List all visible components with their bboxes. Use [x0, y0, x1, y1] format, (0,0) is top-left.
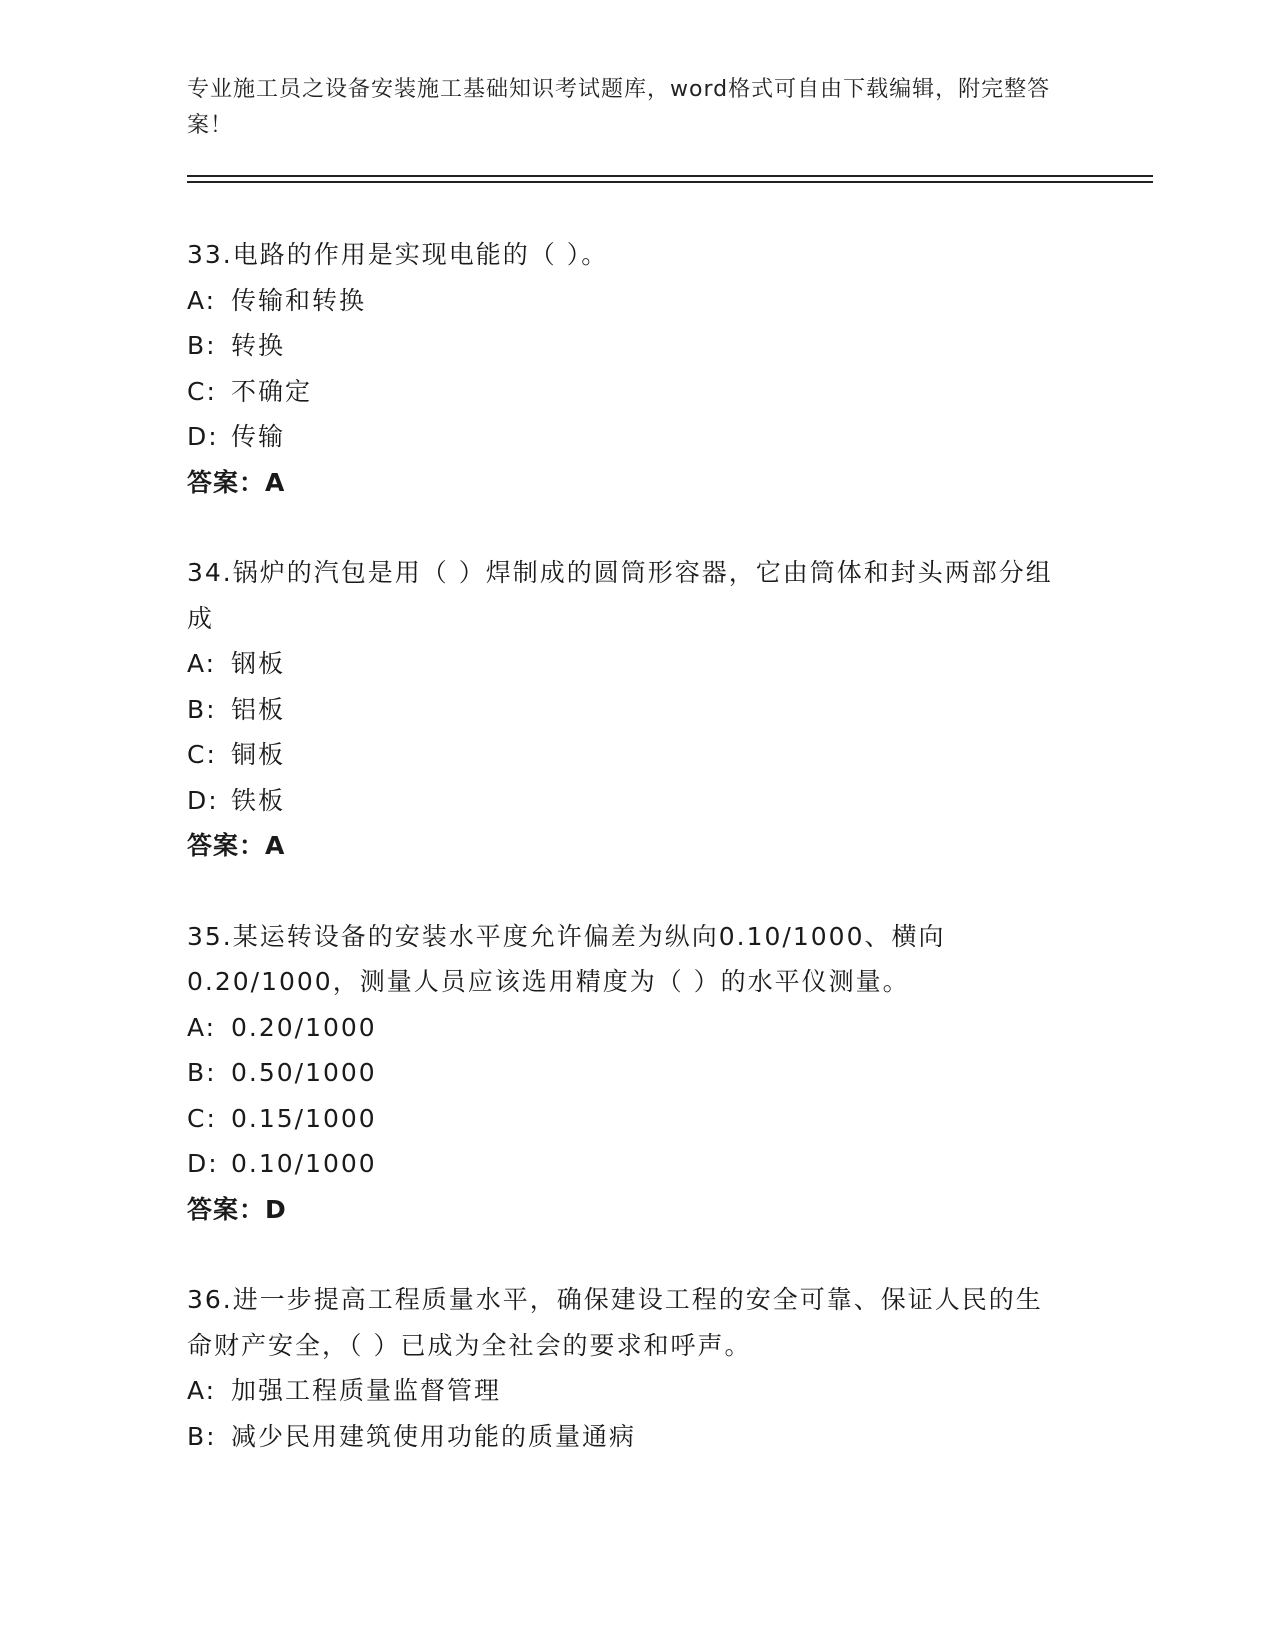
- option-b: [187, 1050, 1087, 1096]
- option-label: B:: [187, 331, 217, 360]
- option-d: [187, 778, 1087, 824]
- option-text: 不确定: [231, 376, 313, 406]
- option-a: [187, 641, 1087, 687]
- option-text: 铁板: [231, 785, 286, 815]
- option-d: [187, 1141, 1087, 1187]
- option-label: A:: [187, 285, 217, 315]
- option-label: B:: [187, 694, 217, 724]
- option-label: C:: [187, 740, 217, 769]
- option-label: C:: [187, 1103, 217, 1133]
- option-label: B:: [187, 1421, 217, 1451]
- option-text: 钢板: [231, 649, 286, 678]
- option-c: [187, 732, 1087, 778]
- question-35: [187, 914, 1087, 1233]
- option-label: D:: [187, 1149, 219, 1178]
- answer: 答案：A: [187, 831, 286, 860]
- document-header: [187, 72, 1067, 144]
- question-34: [187, 550, 1087, 869]
- question-36: [187, 1277, 1087, 1459]
- answer: 答案：D: [187, 1194, 287, 1224]
- option-text: 0.50/1000: [231, 1058, 377, 1087]
- option-text: 0.20/1000: [231, 1012, 377, 1042]
- header-divider-bottom: [187, 181, 1153, 183]
- option-c: [187, 1096, 1087, 1142]
- question-33: [187, 232, 1087, 505]
- option-label: D:: [187, 785, 219, 815]
- option-b: [187, 1414, 1087, 1460]
- answer: 答案：A: [187, 467, 286, 497]
- option-text: 转换: [231, 331, 286, 360]
- option-b: [187, 687, 1087, 733]
- question-stem: 33.电路的作用是实现电能的（ ）。: [187, 240, 609, 269]
- option-a: [187, 1368, 1087, 1414]
- option-text: 铜板: [231, 740, 286, 769]
- option-a: [187, 278, 1087, 324]
- option-a: [187, 1005, 1087, 1051]
- option-label: A:: [187, 1376, 217, 1405]
- option-label: C:: [187, 376, 217, 406]
- option-text: 加强工程质量监督管理: [231, 1376, 502, 1405]
- question-stem: 35.某运转设备的安装水平度允许偏差为纵向0.10/1000、横向0.20/1000，测量人员应该选用精度为（ ）的水平仪测量。: [187, 921, 946, 996]
- option-text: 传输和转换: [231, 285, 367, 315]
- header-divider-top: [187, 175, 1153, 177]
- header-text: 专业施工员之设备安装施工基础知识考试题库，word格式可自由下载编辑，附完整答案！: [187, 77, 1051, 138]
- option-label: D:: [187, 422, 219, 451]
- question-stem: 34.锅炉的汽包是用（ ）焊制成的圆筒形容器，它由筒体和封头两部分组成: [187, 558, 1053, 633]
- option-label: B:: [187, 1058, 217, 1087]
- option-text: 减少民用建筑使用功能的质量通病: [231, 1421, 637, 1451]
- option-c: [187, 369, 1087, 415]
- question-stem: 36.进一步提高工程质量水平，确保建设工程的安全可靠、保证人民的生命财产安全，（ ）已成为全社会的要求和呼声。: [187, 1285, 1043, 1360]
- option-label: A:: [187, 649, 217, 678]
- option-text: 0.10/1000: [231, 1149, 377, 1178]
- option-d: [187, 414, 1087, 460]
- question-list: [187, 232, 1087, 1504]
- option-label: A:: [187, 1012, 217, 1042]
- option-text: 传输: [231, 422, 286, 451]
- option-text: 铝板: [231, 694, 286, 724]
- option-text: 0.15/1000: [231, 1103, 377, 1133]
- option-b: [187, 323, 1087, 369]
